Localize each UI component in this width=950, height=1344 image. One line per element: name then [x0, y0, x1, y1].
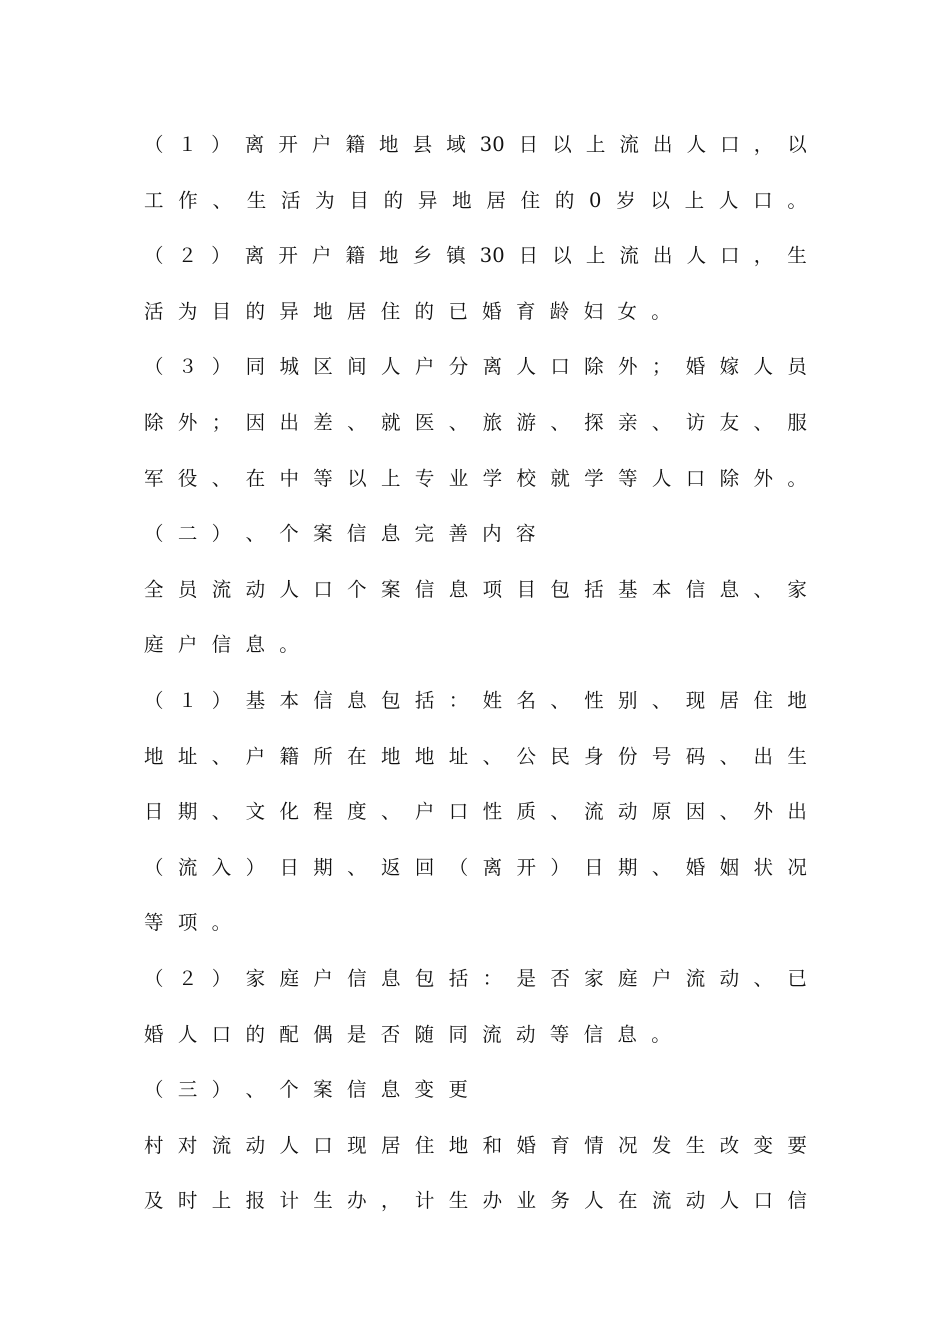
text-line: 村 对 流 动 人 口 现 居 住 地 和 婚 育 情 况 发 生 改 变 要: [144, 1133, 807, 1157]
text-line: 活 为 目 的 异 地 居 住 的 已 婚 育 龄 妇 女 。: [144, 299, 671, 323]
text-line: 婚 人 口 的 配 偶 是 否 随 同 流 动 等 信 息 。: [144, 1022, 671, 1046]
text-line: （ ２ ） 家 庭 户 信 息 包 括 ： 是 否 家 庭 户 流 动 、 已: [144, 967, 807, 990]
text-line: 全 员 流 动 人 口 个 案 信 息 项 目 包 括 基 本 信 息 、 家: [144, 577, 807, 601]
text-line: 地 址 、 户 籍 所 在 地 地 址 、 公 民 身 份 号 码 、 出 生: [144, 744, 807, 768]
text-line: 除 外 ； 因 出 差 、 就 医 、 旅 游 、 探 亲 、 访 友 、 服: [144, 411, 807, 434]
text-line: 日 期 、 文 化 程 度 、 户 口 性 质 、 流 动 原 因 、 外 出: [144, 800, 807, 824]
text-line: 军 役 、 在 中 等 以 上 专 业 学 校 就 学 等 人 口 除 外 。: [144, 466, 807, 490]
text-line: （ 三 ） 、 个 案 信 息 变 更: [144, 1078, 468, 1102]
text-line: （ ３ ） 同 城 区 间 人 户 分 离 人 口 除 外 ； 婚 嫁 人 员: [144, 355, 807, 379]
text-line: （ １ ） 基 本 信 息 包 括 ： 姓 名 、 性 别 、 现 居 住 地: [144, 689, 807, 712]
text-line: 等 项 。: [144, 911, 232, 935]
text-line: 及 时 上 报 计 生 办 ， 计 生 办 业 务 人 在 流 动 人 口 信: [144, 1189, 807, 1213]
text-line: 工 作 、 生 活 为 目 的 异 地 居 住 的 0 岁 以 上 人 口 。: [144, 188, 807, 212]
text-line: （ 二 ） 、 个 案 信 息 完 善 内 容: [144, 522, 536, 546]
text-line: 庭 户 信 息 。: [144, 633, 299, 657]
text-line: （ 流 入 ） 日 期 、 返 回 （ 离 开 ） 日 期 、 婚 姻 状 况: [144, 855, 807, 879]
text-line: （ ２ ） 离 开 户 籍 地 乡 镇 30 日 以 上 流 出 人 口 ， 生: [144, 244, 807, 268]
text-line: （ １ ） 离 开 户 籍 地 县 域 30 日 以 上 流 出 人 口 ， 以: [144, 133, 807, 156]
